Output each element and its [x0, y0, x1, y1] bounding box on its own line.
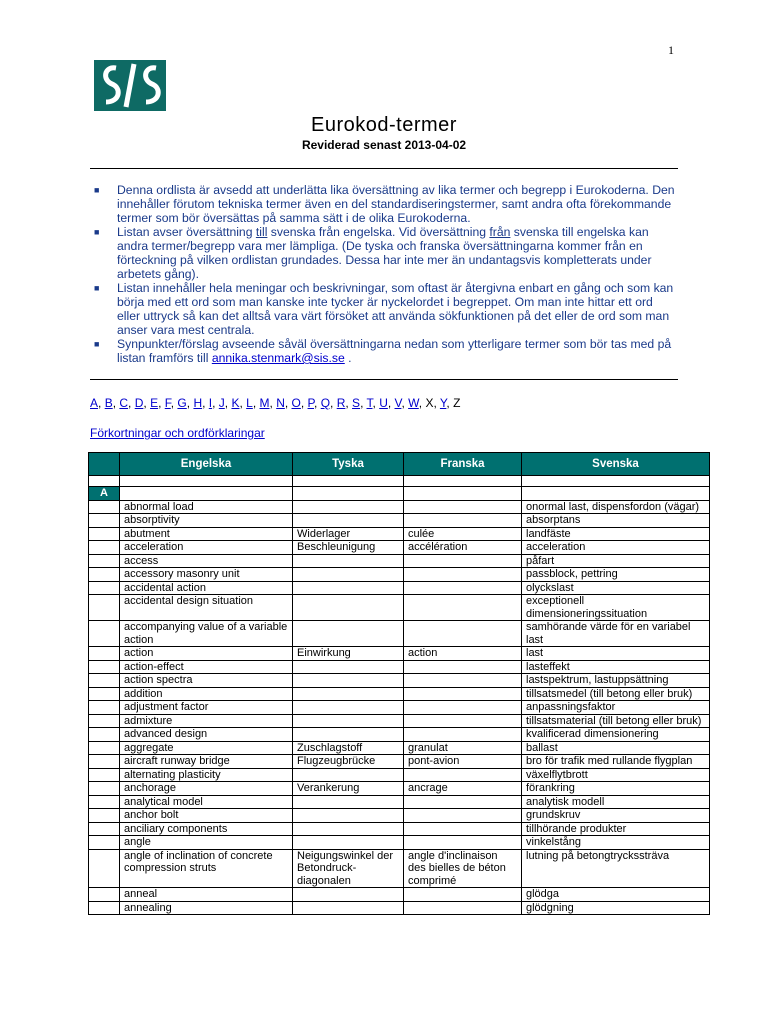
table-row: [89, 687, 710, 701]
cell-french: [404, 581, 522, 595]
alphabet-letter-w[interactable]: W: [408, 396, 419, 410]
alphabet-letter-y[interactable]: Y: [439, 396, 447, 410]
cell-english: action-effect: [120, 660, 293, 674]
table-row: [89, 500, 710, 514]
cell-swedish: tillsatsmedel (till betong eller bruk): [522, 687, 710, 701]
cell-english: absorptivity: [120, 514, 293, 528]
cell-german: [293, 822, 404, 836]
cell-french: [404, 674, 522, 688]
cell-french: accélération: [404, 541, 522, 555]
alphabet-letter-x: X: [425, 396, 434, 410]
table-header-row: [89, 453, 710, 476]
cell-french: [404, 822, 522, 836]
table-row: [89, 836, 710, 850]
cell-swedish: förankring: [522, 782, 710, 796]
alphabet-letter-r[interactable]: R: [336, 396, 346, 410]
cell-french: granulat: [404, 741, 522, 755]
cell-swedish: lutning på betongtryckssträva: [522, 849, 710, 888]
cell-swedish: glödga: [522, 888, 710, 902]
table-row: [89, 595, 710, 621]
alphabet-letter-h[interactable]: H: [193, 396, 203, 410]
cell-french: pont-avion: [404, 755, 522, 769]
cell-english: anchorage: [120, 782, 293, 796]
table-row: [89, 822, 710, 836]
cell-swedish: växelflytbrott: [522, 768, 710, 782]
page-number: 1: [668, 43, 674, 57]
intro-item: ■ Synpunkter/förslag avseende såväl översättningarna nedan som ytterligare termer som bör tas med på listan framförs till annika.stenmark@sis.se .: [94, 337, 672, 365]
alphabet-letter-z: Z: [453, 396, 461, 410]
cell-french: [404, 888, 522, 902]
intro-item: ■ Denna ordlista är avsedd att underlätta lika översättning av lika termer och begrepp i Eurokoderna. Den innehåller förutom tekniska termer även en del standardiseringstermer, samt andra ofta förekommande termer som bör översättas på samma sätt i de olika Eurokoderna.: [94, 183, 675, 225]
table-row: [89, 768, 710, 782]
table-row: [89, 674, 710, 688]
cell-french: [404, 514, 522, 528]
alphabet-letter-f[interactable]: F: [164, 396, 171, 410]
cell-swedish: tillsatsmaterial (till betong eller bruk): [522, 714, 710, 728]
cell-english: abnormal load: [120, 500, 293, 514]
cell-german: [293, 514, 404, 528]
cell-german: Widerlager: [293, 527, 404, 541]
cell-german: Zuschlagstoff: [293, 741, 404, 755]
table-row: [89, 621, 710, 647]
table-row: [89, 554, 710, 568]
table-row: [89, 888, 710, 902]
cell-german: [293, 701, 404, 715]
cell-french: [404, 660, 522, 674]
cell-french: [404, 809, 522, 823]
table-row: [89, 849, 710, 888]
cell-english: alternating plasticity: [120, 768, 293, 782]
cell-german: [293, 500, 404, 514]
cell-english: anneal: [120, 888, 293, 902]
cell-english: addition: [120, 687, 293, 701]
cell-english: aircraft runway bridge: [120, 755, 293, 769]
cell-french: [404, 901, 522, 915]
cell-french: culée: [404, 527, 522, 541]
cell-english: action spectra: [120, 674, 293, 688]
table-row: [89, 541, 710, 555]
cell-german: [293, 836, 404, 850]
cell-english: access: [120, 554, 293, 568]
cell-german: [293, 901, 404, 915]
table-row: [89, 701, 710, 715]
spacer-row: [89, 476, 710, 487]
cell-swedish: onormal last, dispensfordon (vägar): [522, 500, 710, 514]
cell-swedish: exceptionell dimensioneringssituation: [522, 595, 710, 621]
cell-swedish: analytisk modell: [522, 795, 710, 809]
cell-german: [293, 768, 404, 782]
cell-english: advanced design: [120, 728, 293, 742]
table-row: [89, 660, 710, 674]
cell-german: [293, 554, 404, 568]
alphabet-letter-k[interactable]: K: [231, 396, 240, 410]
cell-swedish: anpassningsfaktor: [522, 701, 710, 715]
alphabet-letter-i[interactable]: I: [208, 396, 213, 410]
table-row: [89, 568, 710, 582]
table-row: [89, 782, 710, 796]
cell-english: anciliary components: [120, 822, 293, 836]
document-title: Eurokod-termer: [311, 114, 457, 136]
bullet-icon: ■: [94, 227, 100, 237]
cell-swedish: kvalificerad dimensionering: [522, 728, 710, 742]
cell-german: Flugzeugbrücke: [293, 755, 404, 769]
cell-english: accompanying value of a variable action: [120, 621, 293, 647]
terms-table: [88, 452, 710, 915]
cell-french: action: [404, 647, 522, 661]
cell-german: Einwirkung: [293, 647, 404, 661]
cell-german: [293, 714, 404, 728]
cell-english: angle of inclination of concrete compression struts: [120, 849, 293, 888]
table-row: [89, 714, 710, 728]
cell-german: Neigungswinkel der Betondruck-diagonalen: [293, 849, 404, 888]
cell-german: [293, 660, 404, 674]
intro-item: ■ Listan avser översättning till svenska från engelska. Vid översättning från svenska till engelska kan andra termer/begrepp vara mer lämpliga. (De tyska och franska översättningarna kommer från en förteckning på vilken ordlistan grundades. Dessa har inte mer än undantagsvis kompletterats under arbetets gång).: [94, 225, 652, 281]
cell-swedish: olyckslast: [522, 581, 710, 595]
alphabet-letter-t[interactable]: T: [366, 396, 373, 410]
cell-swedish: passblock, pettring: [522, 568, 710, 582]
cell-english: abutment: [120, 527, 293, 541]
cell-english: admixture: [120, 714, 293, 728]
table-row: [89, 728, 710, 742]
cell-german: [293, 809, 404, 823]
table-row: [89, 741, 710, 755]
cell-english: anchor bolt: [120, 809, 293, 823]
table-row: [89, 901, 710, 915]
header-english: Engelska: [120, 453, 293, 476]
alphabet-letter-m[interactable]: M: [259, 396, 270, 410]
cell-french: [404, 795, 522, 809]
alphabet-letter-o[interactable]: O: [291, 396, 301, 410]
cell-english: adjustment factor: [120, 701, 293, 715]
alphabet-letter-l[interactable]: L: [246, 396, 253, 410]
bullet-icon: ■: [94, 185, 100, 195]
cell-german: [293, 581, 404, 595]
cell-english: accidental action: [120, 581, 293, 595]
table-row: [89, 809, 710, 823]
abbreviations-link[interactable]: Förkortningar och ordförklaringar: [90, 426, 265, 440]
alphabet-letter-d[interactable]: D: [134, 396, 144, 410]
header-german: Tyska: [293, 453, 404, 476]
cell-french: [404, 554, 522, 568]
intro-list: [94, 183, 677, 365]
cell-swedish: samhörande värde för en variabel last: [522, 621, 710, 647]
cell-english: accessory masonry unit: [120, 568, 293, 582]
cell-german: [293, 568, 404, 582]
section-letter: A: [89, 487, 120, 501]
cell-french: angle d'inclinaison des bielles de béton comprimé: [404, 849, 522, 888]
cell-swedish: acceleration: [522, 541, 710, 555]
cell-swedish: absorptans: [522, 514, 710, 528]
cell-french: [404, 500, 522, 514]
alphabet-letter-c[interactable]: C: [119, 396, 129, 410]
alphabet-letter-b[interactable]: B: [104, 396, 113, 410]
cell-german: [293, 728, 404, 742]
alphabet-letter-q[interactable]: Q: [320, 396, 331, 410]
bullet-icon: ■: [94, 283, 100, 293]
section-row: [89, 487, 710, 501]
table-row: [89, 514, 710, 528]
cell-swedish: landfäste: [522, 527, 710, 541]
table-row: [89, 755, 710, 769]
cell-german: [293, 595, 404, 621]
cell-english: aggregate: [120, 741, 293, 755]
divider-top: [90, 168, 678, 169]
table-row: [89, 527, 710, 541]
alphabet-letter-p[interactable]: P: [307, 396, 315, 410]
cell-swedish: vinkelstång: [522, 836, 710, 850]
header-cell: [89, 453, 120, 476]
header-french: Franska: [404, 453, 522, 476]
sis-logo: [94, 60, 166, 111]
table-row: [89, 647, 710, 661]
header-swedish: Svenska: [522, 453, 710, 476]
alphabet-letter-v[interactable]: V: [394, 396, 402, 410]
cell-english: analytical model: [120, 795, 293, 809]
cell-swedish: påfart: [522, 554, 710, 568]
cell-german: [293, 687, 404, 701]
cell-german: Verankerung: [293, 782, 404, 796]
cell-french: [404, 714, 522, 728]
alphabet-letter-e[interactable]: E: [150, 396, 159, 410]
intro-item: ■ Listan innehåller hela meningar och beskrivningar, som oftast är återgivna enbart en gång och som kan börja med ett ord som man kanske inte tycker är nyckelordet i begreppet. Om man inte hittar ett ord eller uttryck så kan det alltså vara värt försöket att använda sökfunktionen på det eller de ord som man anser vara mest centrala.: [94, 281, 674, 337]
alphabet-letter-s[interactable]: S: [352, 396, 361, 410]
alphabet-index: A, B, C, D, E, F, G, H, I, J, K, L, M, N, O, P, Q, R, S, T, U, V, W, X, Y, Z: [90, 396, 461, 410]
contact-email-link[interactable]: annika.stenmark@sis.se: [211, 351, 345, 365]
alphabet-letter-n[interactable]: N: [276, 396, 285, 410]
cell-english: angle: [120, 836, 293, 850]
cell-german: Beschleunigung: [293, 541, 404, 555]
cell-swedish: last: [522, 647, 710, 661]
cell-french: [404, 728, 522, 742]
cell-swedish: glödgning: [522, 901, 710, 915]
cell-french: [404, 687, 522, 701]
table-row: [89, 795, 710, 809]
cell-swedish: grundskruv: [522, 809, 710, 823]
revision-date: Reviderad senast 2013-04-02: [301, 138, 467, 152]
cell-french: [404, 768, 522, 782]
cell-swedish: lasteffekt: [522, 660, 710, 674]
alphabet-letter-g[interactable]: G: [177, 396, 187, 410]
cell-french: [404, 621, 522, 647]
cell-french: [404, 568, 522, 582]
bullet-icon: ■: [94, 339, 100, 349]
cell-swedish: ballast: [522, 741, 710, 755]
cell-english: accidental design situation: [120, 595, 293, 621]
cell-swedish: lastspektrum, lastuppsättning: [522, 674, 710, 688]
alphabet-letter-u[interactable]: U: [379, 396, 388, 410]
cell-swedish: tillhörande produkter: [522, 822, 710, 836]
cell-german: [293, 674, 404, 688]
cell-french: [404, 701, 522, 715]
divider-bottom: [90, 379, 678, 380]
alphabet-letter-j[interactable]: J: [218, 396, 225, 410]
cell-german: [293, 795, 404, 809]
cell-english: annealing: [120, 901, 293, 915]
cell-english: acceleration: [120, 541, 293, 555]
cell-german: [293, 888, 404, 902]
cell-french: [404, 595, 522, 621]
cell-french: [404, 836, 522, 850]
cell-german: [293, 621, 404, 647]
alphabet-letter-a[interactable]: A: [90, 396, 99, 410]
cell-swedish: bro för trafik med rullande flygplan: [522, 755, 710, 769]
cell-english: action: [120, 647, 293, 661]
table-row: [89, 581, 710, 595]
cell-french: ancrage: [404, 782, 522, 796]
